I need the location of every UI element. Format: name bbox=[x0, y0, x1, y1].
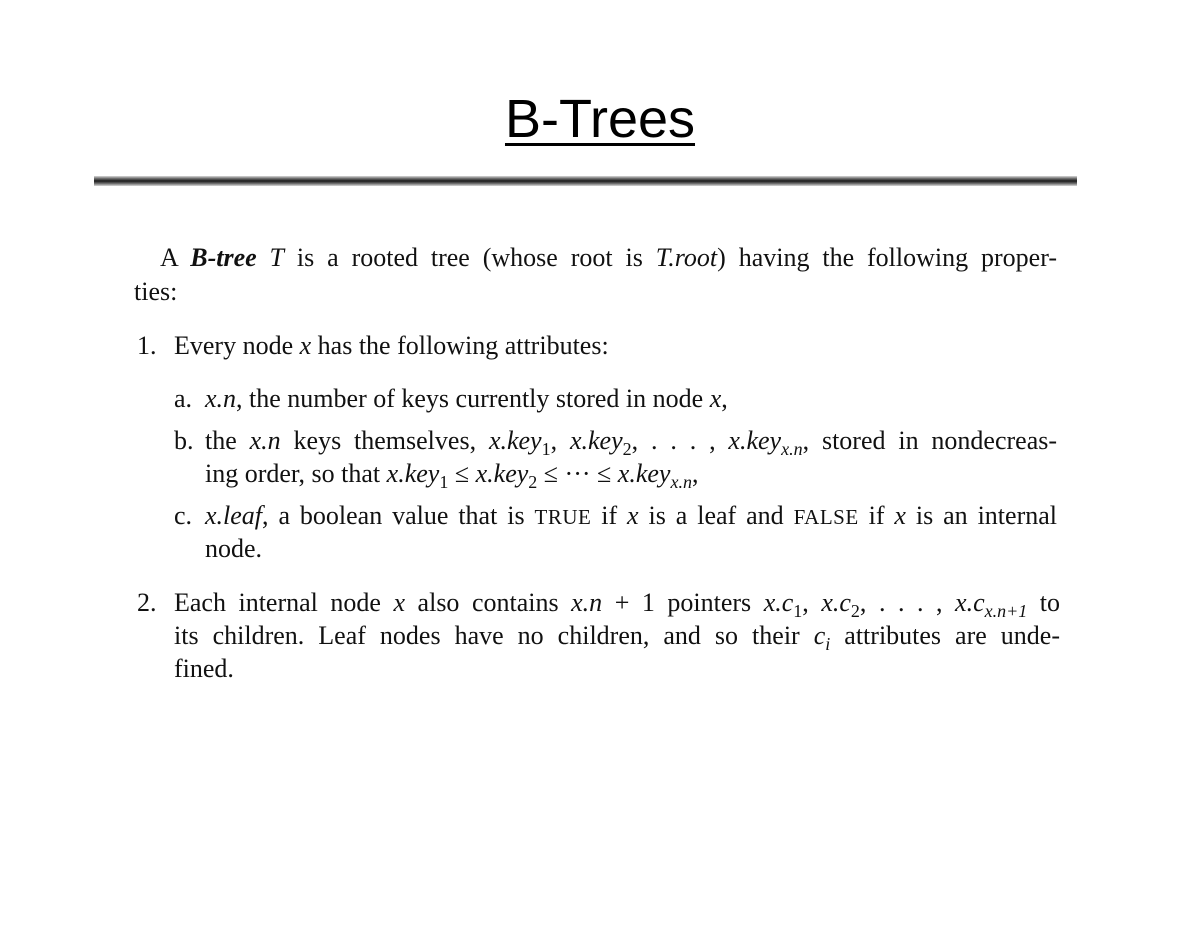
intro-line-1: A B-tree T is a rooted tree (whose root is T.root) having the following proper- bbox=[160, 243, 1057, 272]
item-1c-label: c. bbox=[174, 501, 193, 530]
item-2-line-1: Each internal node x also contains x.n + 1 pointers $x.c_1$, $x.c_2$, . . . , $x.c_{x.n+1}$ to bbox=[174, 588, 1061, 621]
item-2-number: 2. bbox=[137, 588, 157, 617]
item-1c-line-2: node. bbox=[205, 534, 263, 563]
item-2-line-3: fined. bbox=[174, 654, 234, 683]
item-2-line-2: its children. Leaf nodes have no children, and so their $c_i$ attributes are unde- bbox=[174, 621, 1061, 654]
intro-line-2: ties: bbox=[134, 277, 178, 306]
item-1-number: 1. bbox=[137, 331, 157, 360]
item-1-text: Every node x has the following attributes: bbox=[174, 331, 609, 360]
item-1b-line-1: the x.n keys themselves, x.key$_1$, x.key$_2$, . . . , x.key$_{x.n}$, stored in nondecreas- bbox=[205, 426, 1058, 459]
item-1c-line-1: x.leaf, a boolean value that is TRUE if x is a leaf and FALSE if x is an internal bbox=[205, 501, 1057, 530]
item-1b-line-2: ing order, so that x.key$_1$ ≤ x.key$_2$ ≤ ··· ≤ x.key$_{x.n}$, bbox=[205, 459, 699, 492]
item-1b-label: b. bbox=[174, 426, 194, 455]
slide-title: B-Trees bbox=[504, 89, 696, 149]
item-1a-label: a. bbox=[174, 384, 193, 413]
item-1a-text: x.n, the number of keys currently stored in node x, bbox=[205, 384, 728, 413]
title-divider bbox=[94, 176, 1077, 186]
